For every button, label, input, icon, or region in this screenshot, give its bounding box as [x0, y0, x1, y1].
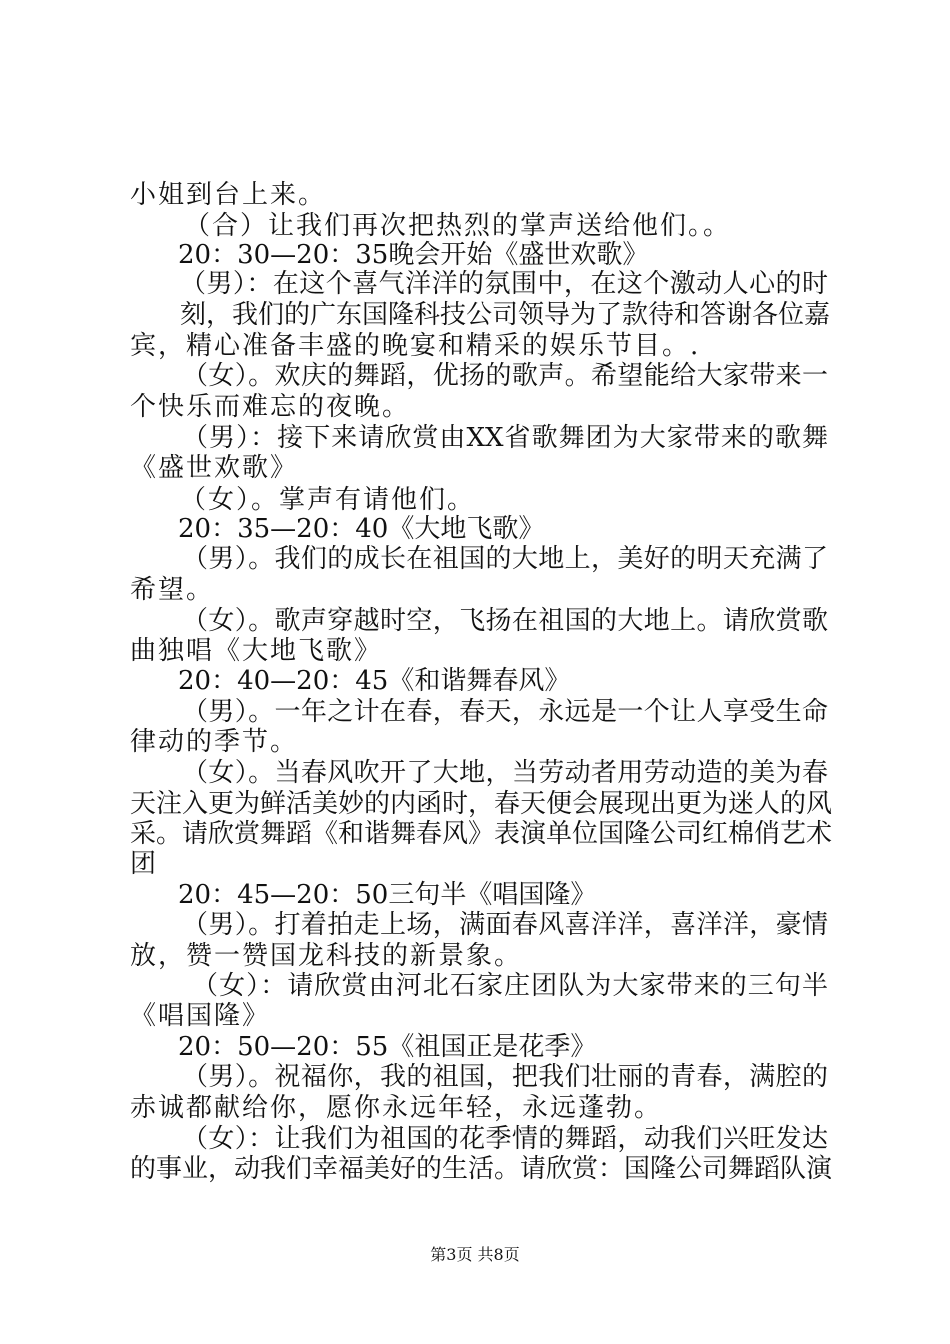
- schedule-heading: 20：50—20：55《祖国正是花季》: [178, 1032, 597, 1062]
- text-line: 个快乐而难忘的夜晚。: [130, 392, 411, 422]
- text-line: 《唱国隆》: [130, 1001, 271, 1031]
- text-line: （男）。祝福你，我的祖国，把我们壮丽的青春，满腔的: [182, 1062, 828, 1092]
- text-line: （女）。当春风吹开了大地，当劳动者用劳动造的美为春: [182, 758, 828, 788]
- text-line: 刻，我们的广东国隆科技公司领导为了款待和答谢各位嘉: [180, 300, 831, 330]
- text-line: （合）让我们再次把热烈的掌声送给他们。。: [184, 211, 732, 241]
- text-line: （男）。一年之计在春，春天，永远是一个让人享受生命: [182, 697, 828, 727]
- text-line: （男）：在这个喜气洋洋的氛围中，在这个激动人心的时: [180, 269, 828, 299]
- text-line: 的事业，动我们幸福美好的生活。请欣赏：国隆公司舞蹈队演: [130, 1154, 833, 1184]
- schedule-heading: 20：35—20：40《大地飞歌》: [178, 514, 545, 544]
- page-number-footer: 第3页 共8页: [430, 1245, 520, 1264]
- text-line: （男）。打着拍走上场，满面春风喜洋洋，喜洋洋，豪情: [182, 910, 828, 940]
- text-line: 律动的季节。: [130, 727, 299, 757]
- text-line: 赤诚都献给你，愿你永远年轻，永远蓬勃。: [130, 1093, 663, 1123]
- text-line: 采。请欣赏舞蹈《和谐舞春风》表演单位国隆公司红棉俏艺术: [130, 819, 833, 849]
- text-line: 《盛世欢歌》: [130, 453, 299, 483]
- text-line: （男）：接下来请欣赏由XX省歌舞团为大家带来的歌舞: [182, 423, 828, 453]
- text-line: 希望。: [130, 575, 215, 605]
- schedule-heading: 20：45—20：50三句半《唱国隆》: [178, 880, 597, 910]
- text-line: 放，赞一赞国龙科技的新景象。: [130, 941, 523, 971]
- text-line: （女）：让我们为祖国的花季情的舞蹈，动我们兴旺发达: [182, 1124, 828, 1154]
- text-line: 宾，精心准备丰盛的晚宴和精采的娱乐节目。.: [130, 331, 701, 361]
- text-line: （女）。歌声穿越时空，飞扬在祖国的大地上。请欣赏歌: [182, 606, 828, 636]
- schedule-heading: 20：30—20：35晚会开始《盛世欢歌》: [178, 240, 649, 270]
- text-line: 曲独唱《大地飞歌》: [130, 636, 383, 666]
- text-line: 小姐到台上来。: [130, 180, 327, 210]
- text-line: 团: [130, 849, 159, 879]
- text-line: 天注入更为鲜活美妙的内函时，春天便会展现出更为迷人的风: [130, 789, 833, 819]
- text-line: （女）：请欣赏由河北石家庄团队为大家带来的三句半: [192, 971, 828, 1001]
- schedule-heading: 20：40—20：45《和谐舞春风》: [178, 666, 571, 696]
- text-line: （女）。掌声有请他们。: [180, 485, 476, 515]
- text-line: （男）。我们的成长在祖国的大地上，美好的明天充满了: [182, 544, 828, 574]
- text-line: （女）。欢庆的舞蹈，优扬的歌声。希望能给大家带来一: [182, 361, 828, 391]
